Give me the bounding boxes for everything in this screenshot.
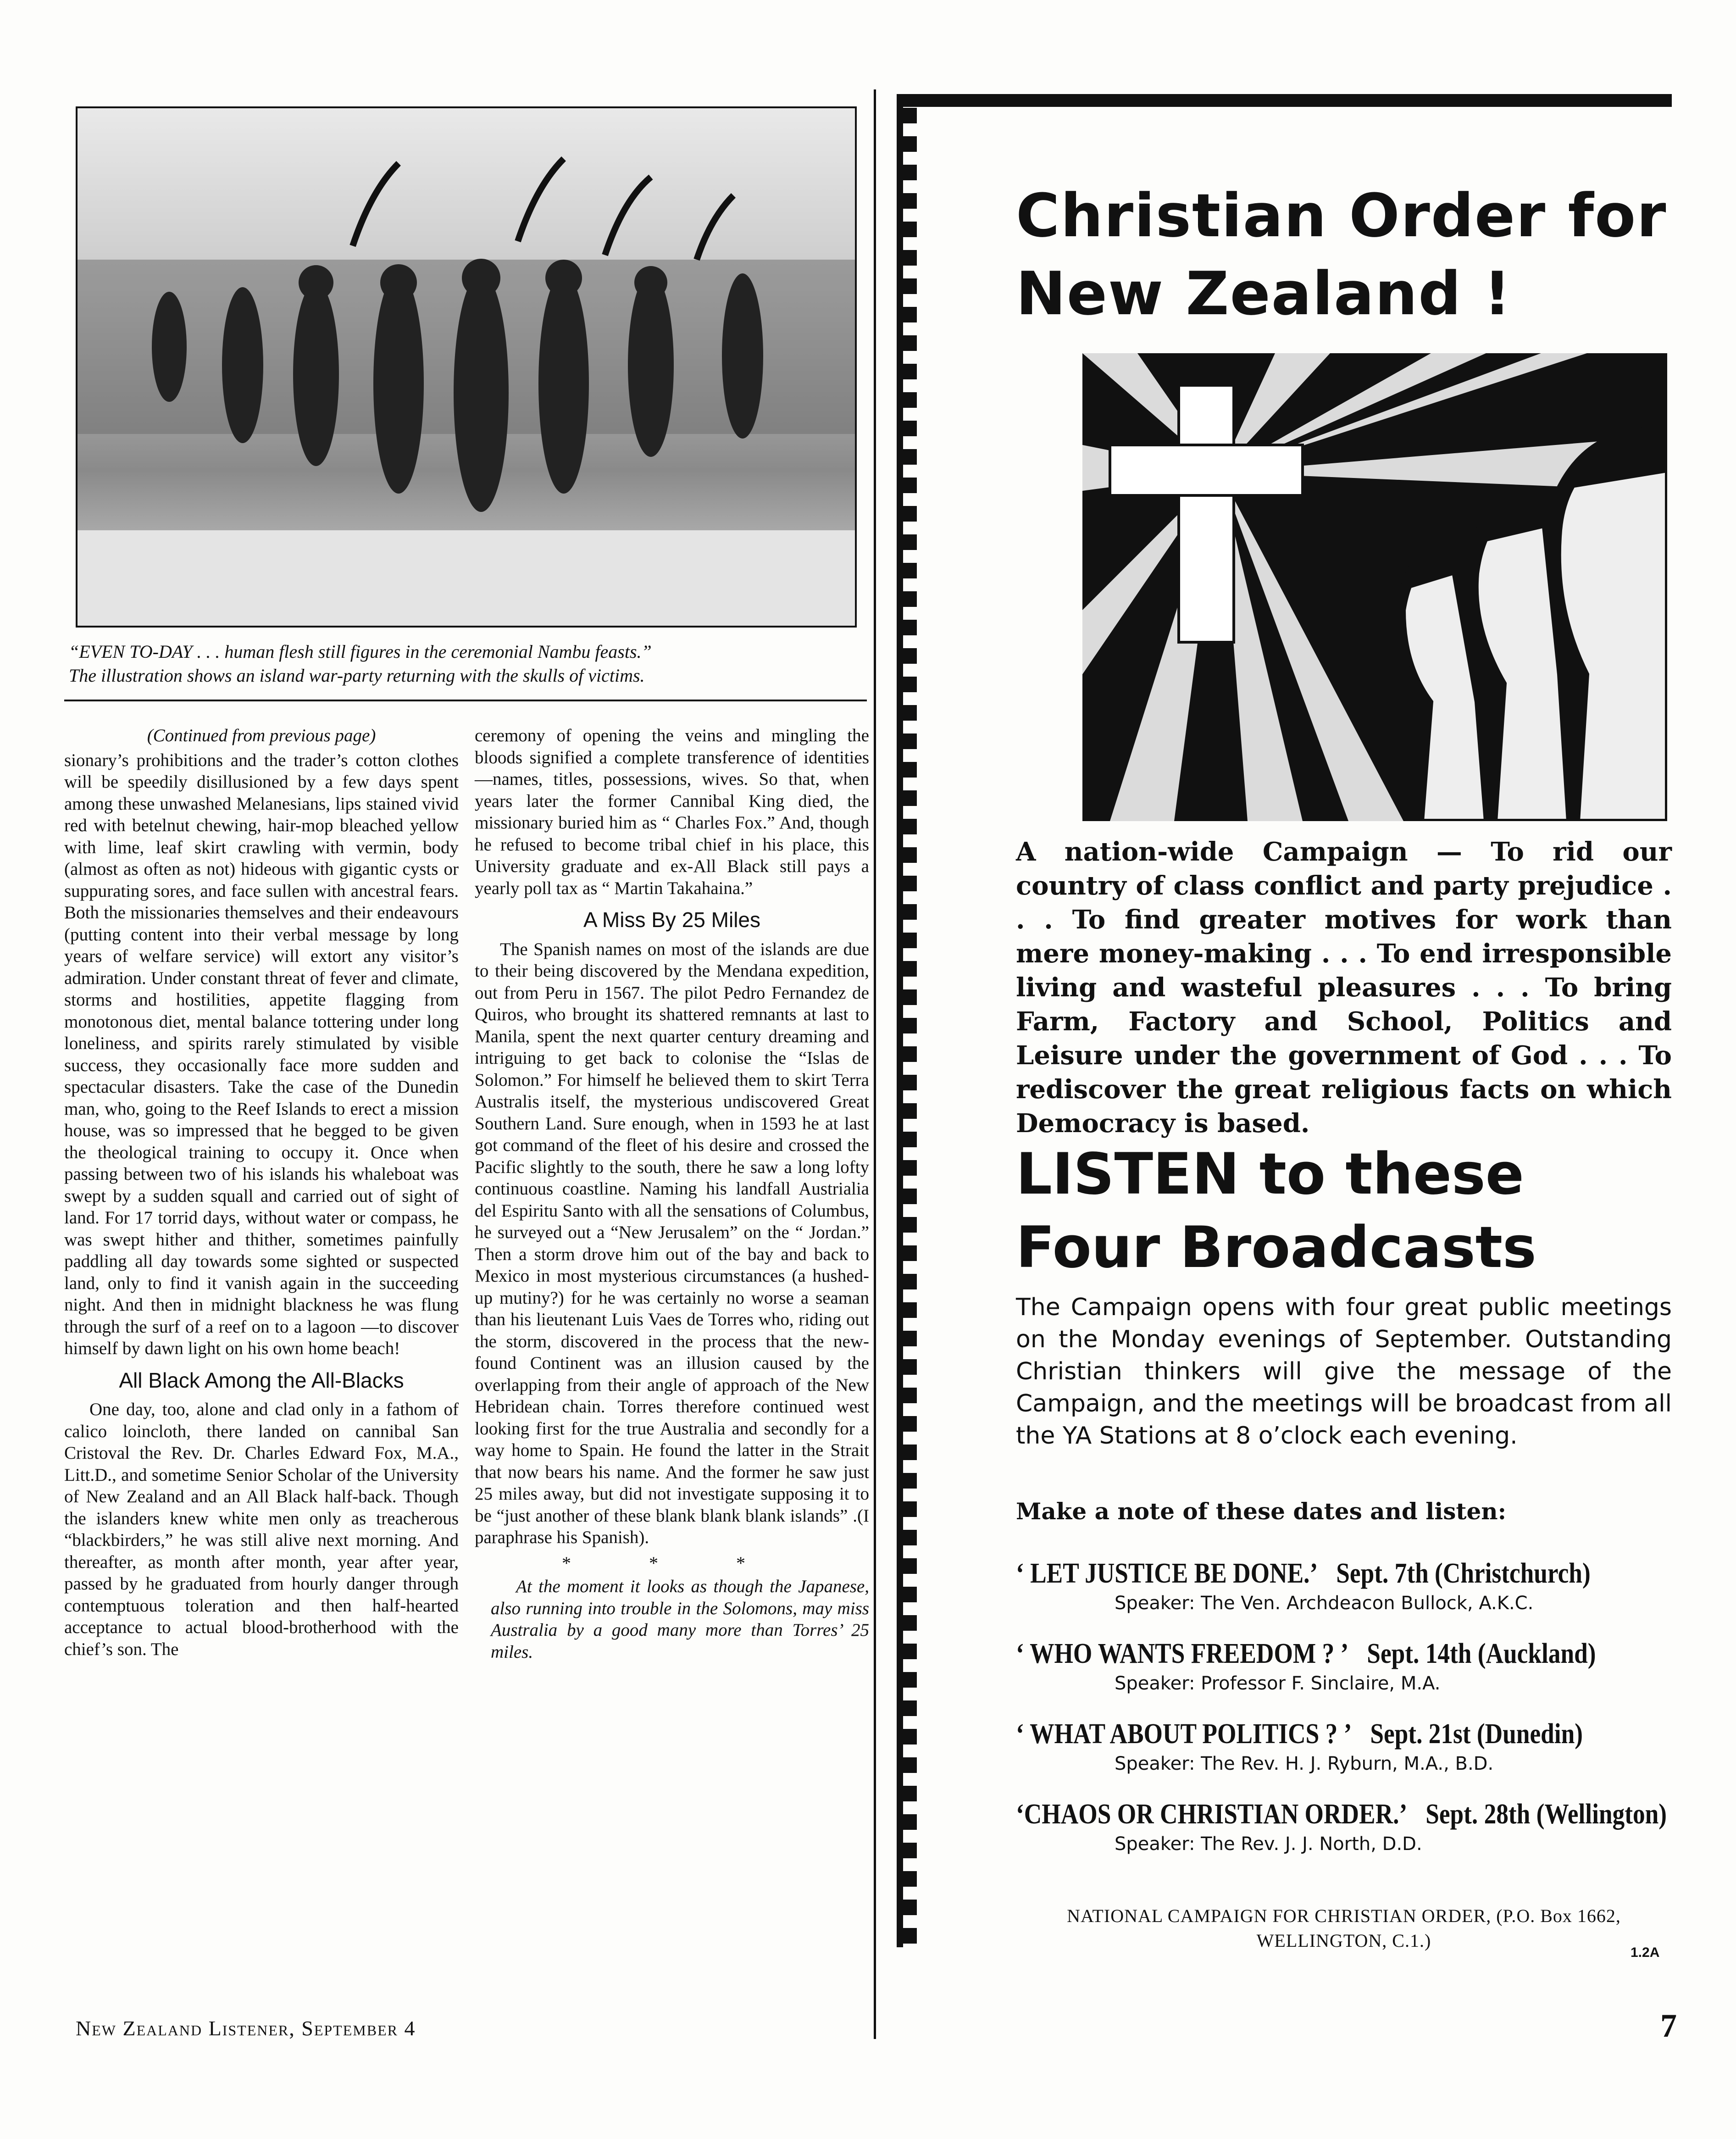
border-notch [903, 392, 917, 408]
border-notch [903, 1672, 917, 1688]
broadcast-title-line [1016, 1638, 1596, 1670]
border-notch [903, 250, 917, 266]
border-notch [903, 1245, 917, 1261]
ad-top-border [897, 94, 1672, 107]
border-notch [903, 1615, 917, 1631]
ad-film-strip-border [897, 94, 919, 1947]
border-notch [903, 1217, 917, 1233]
caption-line-1: “EVEN TO-DAY . . . human flesh still figures in the ceremonial Nambu feasts.” [69, 641, 652, 662]
article-column-1 [64, 725, 459, 1660]
broadcast-date: Sept. 14th (Auckland) [1367, 1638, 1596, 1669]
photo-caption [69, 640, 858, 688]
broadcast-item [1016, 1557, 1681, 1614]
subheading: All Black Among the All-Blacks [119, 1368, 404, 1392]
dates-note: Make a note of these dates and listen: [1016, 1498, 1507, 1525]
border-notch [903, 847, 917, 863]
border-notch [903, 1814, 917, 1830]
border-notch [903, 961, 917, 977]
border-notch [903, 307, 917, 322]
article-footnote: At the moment it looks as though the Japanese, also running into trouble in the Solomons, may miss Australia by a good many more than Torres’ 25 miles. [491, 1577, 869, 1662]
article-paragraph: sionary’s prohibitions and the trader’s cotton clothes will be speedily disillusioned by a few days spent among these unwashed Melanesians, lips stained vivid red with betelnut chewing, hair-mop bleached yellow with lime, leaf skirt crawling with vermin, body (almost as often as not) hideous with gigantic cysts or suppurating sores, and face sullen with ancestral fears. Both the missionaries themselves and their endeavours (putting content into their verbal message by long years of welfare service) will extort any visitor’s admiration. Under constant threat of fever and climate, storms and hostilities, appetite flagging from monotonous diet, mental balance tottering under long loneliness, and spirits rarely stimulated by visible success, they occasionally face more sudden and spectacular disasters. Take the case of the Dunedin man, who, going to the Reef Islands to erect a mission house, was so impressed that he begged to be given the theological training to occupy it. Once when passing between two of his islands his whaleboat was swept by a sudden squall and carried out of sight of land. For 17 torrid days, without water or compass, he was swept hither and thither, sometimes painfully paddling all day towards some sighted or suspected land, only to find it vanish again in the succeeding night. And then in midnight blackness he was flung through the surf of a reef on to a lagoon —to discover himself by dawn light on his own home beach! [64, 750, 459, 1358]
border-notch [903, 108, 917, 123]
article-paragraph: The Spanish names on most of the islands are due to their being discovered by the Mendana expedition, out from Peru in 1567. The pilot Pedro Fernandez de Quiros, who brought its shattered remnants at last to Manila, spent the next quarter century dreaming and intriguing to get back to colonise the “Islas de Solomon.” For himself he believed them to skirt Terra Australis itself, the mysterious undiscovered Great Southern Land. Sure enough, when in 1593 he at last got command of the fleet of his desire and crossed the Pacific slightly to the south, there he saw a long lofty continuous coastline. Naming his landfall Austrialia del Espiritu Santo with all the sensations of Columbus, he surveyed out a “New Jerusalem” on the “ Jordan.” Then a storm drove him out of the bay and back to Mexico in most mysterious circumstances (a hushed-up mutiny?) for he was certainly no worse a seaman than his lieutenant Luis Vaes de Torres who, riding out the storm, discovered in the process that the new-found Continent was an illusion caused by the overlapping from their angle of approach of the New Hebridean chain. Torres therefore continued west looking first for the true Australia and secondly for a way home to Spain. He found the latter in the Strait that now bears his name. And the former he saw just 25 miles away, but did not investigate supposing it to be “just another of these blank blank blank islands” .(I paraphrase his Spanish). [475, 939, 869, 1547]
border-notch [903, 1501, 917, 1517]
border-notch [903, 1103, 917, 1119]
page-number: 7 [1660, 2007, 1677, 2044]
broadcast-date: Sept. 21st (Dunedin) [1370, 1718, 1583, 1750]
broadcast-speaker: Speaker: The Rev. H. J. Ryburn, M.A., B.D. [1115, 1753, 1494, 1774]
border-notch [903, 1132, 917, 1147]
listen-headline [1016, 1138, 1672, 1284]
border-notch [903, 904, 917, 920]
border-notch [903, 1587, 917, 1602]
subheading: A Miss By 25 Miles [583, 908, 760, 932]
broadcast-title: ‘CHAOS OR CHRISTIAN ORDER.’ [1016, 1799, 1408, 1830]
broadcast-item [1016, 1798, 1681, 1855]
border-notch [903, 1046, 917, 1062]
border-notch [903, 165, 917, 180]
ad-headline-line-2: New Zealand ! [1016, 259, 1512, 328]
border-notch [903, 222, 917, 237]
border-notch [903, 478, 917, 493]
campaign-statement: A nation-wide Campaign — To rid our country of class conflict and party prejudice . . . To find greater motives for work than mere money-making . . . To end irresponsible living and wasteful pleasures . . . To bring Farm, Factory and School, Politics and Leisure under the government of God . . . To rediscover the great religious facts on which Democracy is based. [1016, 837, 1672, 1139]
border-notch [903, 876, 917, 891]
border-notch [903, 1274, 917, 1289]
broadcast-title: ‘ WHAT ABOUT POLITICS ? ’ [1016, 1718, 1352, 1750]
border-notch [903, 620, 917, 635]
border-notch [903, 762, 917, 778]
border-notch [903, 733, 917, 749]
broadcast-title-line [1016, 1798, 1667, 1831]
campaign-address [1016, 1904, 1672, 1953]
broadcast-title: ‘ LET JUSTICE BE DONE.’ [1016, 1558, 1318, 1589]
publication-footer: New Zealand Listener, September 4 [76, 2017, 416, 2040]
listen-headline-line-2: Four Broadcasts [1016, 1215, 1536, 1281]
border-notch [903, 677, 917, 692]
border-notch [903, 421, 917, 436]
address-line-2: WELLINGTON, C.1.) [1256, 1930, 1431, 1951]
border-notch [903, 136, 917, 152]
section-stars: * * * [562, 1552, 782, 1573]
article-column-2 [475, 725, 869, 1663]
border-notch [903, 563, 917, 578]
war-party-photo [76, 106, 857, 628]
border-notch [903, 1445, 917, 1460]
border-notch [903, 1786, 917, 1801]
border-notch [903, 1302, 917, 1318]
border-notch [903, 1530, 917, 1545]
border-notch [903, 591, 917, 607]
border-notch [903, 819, 917, 834]
border-notch [903, 1473, 917, 1489]
border-notch [903, 705, 917, 721]
border-notch [903, 648, 917, 664]
border-notch [903, 1018, 917, 1033]
broadcast-title-line [1016, 1557, 1591, 1590]
ad-headline [1016, 177, 1681, 333]
border-notch [903, 278, 917, 294]
caption-divider [64, 700, 867, 701]
border-notch [903, 1900, 917, 1915]
border-notch [903, 989, 917, 1005]
broadcast-title: ‘ WHO WANTS FREEDOM ? ’ [1016, 1638, 1349, 1669]
address-line-1: NATIONAL CAMPAIGN FOR CHRISTIAN ORDER, (P.O. Box 1662, [1067, 1906, 1621, 1926]
photo-illustration [78, 108, 855, 626]
cross-and-faces-illustration [1082, 353, 1667, 821]
caption-line-2: The illustration shows an island war-party returning with the skulls of victims. [69, 665, 645, 686]
border-notch [903, 790, 917, 806]
border-notch [903, 364, 917, 379]
broadcast-item [1016, 1718, 1681, 1774]
listen-headline-line-1: LISTEN to these [1016, 1141, 1524, 1207]
column-divider [874, 89, 876, 2039]
ad-code: 1.2A [1631, 1945, 1660, 1960]
border-notch [903, 534, 917, 550]
border-notch [903, 1388, 917, 1403]
border-notch [903, 1700, 917, 1716]
campaign-description: The Campaign opens with four great public meetings on the Monday evenings of September. Outstanding Christian thinkers will give the message of the Campaign, and the meetings will be broadcast from all the YA Stations at 8 o’clock each evening. [1016, 1294, 1672, 1450]
border-notch [903, 1928, 917, 1944]
border-notch [903, 1843, 917, 1858]
border-notch [903, 335, 917, 351]
border-notch [903, 1160, 917, 1176]
border-notch [903, 193, 917, 209]
broadcast-item [1016, 1638, 1681, 1694]
border-notch [903, 1075, 917, 1090]
border-notch [903, 1331, 917, 1346]
broadcast-title-line [1016, 1718, 1588, 1750]
article-paragraph: One day, too, alone and clad only in a fathom of calico loincloth, there landed on cannibal San Cristoval the Rev. Dr. Charles Edward Fox, M.A., Litt.D., and sometime Senior Scholar of the University of New Zealand and an All Black half-back. Though the islanders knew white men only as treacherous “blackbirders,” he was still alive next morning. And thereafter, as month after month, year after year, passed by he graduated from hourly danger through contemptuous toleration and then half-hearted acceptance to actual blood-brotherhood with the chief’s son. The [64, 1400, 459, 1659]
border-notch [903, 1729, 917, 1745]
continued-note: (Continued from previous page) [147, 726, 376, 745]
broadcast-speaker: Speaker: The Rev. J. J. North, D.D. [1115, 1833, 1422, 1855]
border-notch [903, 1189, 917, 1204]
border-notch [903, 1558, 917, 1574]
border-notch [903, 1757, 917, 1773]
border-notch [903, 933, 917, 948]
broadcast-date: Sept. 28th (Wellington) [1425, 1799, 1667, 1830]
broadcast-speaker: Speaker: The Ven. Archdeacon Bullock, A.K.C. [1115, 1593, 1534, 1614]
border-notch [903, 1644, 917, 1659]
broadcast-speaker: Speaker: Professor F. Sinclaire, M.A. [1115, 1673, 1441, 1694]
border-notch [903, 449, 917, 465]
ad-headline-line-1: Christian Order for [1016, 181, 1667, 250]
border-notch [903, 506, 917, 522]
article-paragraph: ceremony of opening the veins and mingling the bloods signified a complete transference of identities—names, titles, possessions, wives. So that, when years later the former Cannibal King died, the missionary buried him as “ Charles Fox.” And, though he refused to become tribal chief in his place, this University graduate and ex-All Black still pays a yearly poll tax as “ Martin Takahaina.” [475, 726, 869, 898]
border-notch [903, 1871, 917, 1887]
broadcast-date: Sept. 7th (Christchurch) [1336, 1558, 1591, 1589]
border-notch [903, 1416, 917, 1432]
border-notch [903, 1359, 917, 1375]
